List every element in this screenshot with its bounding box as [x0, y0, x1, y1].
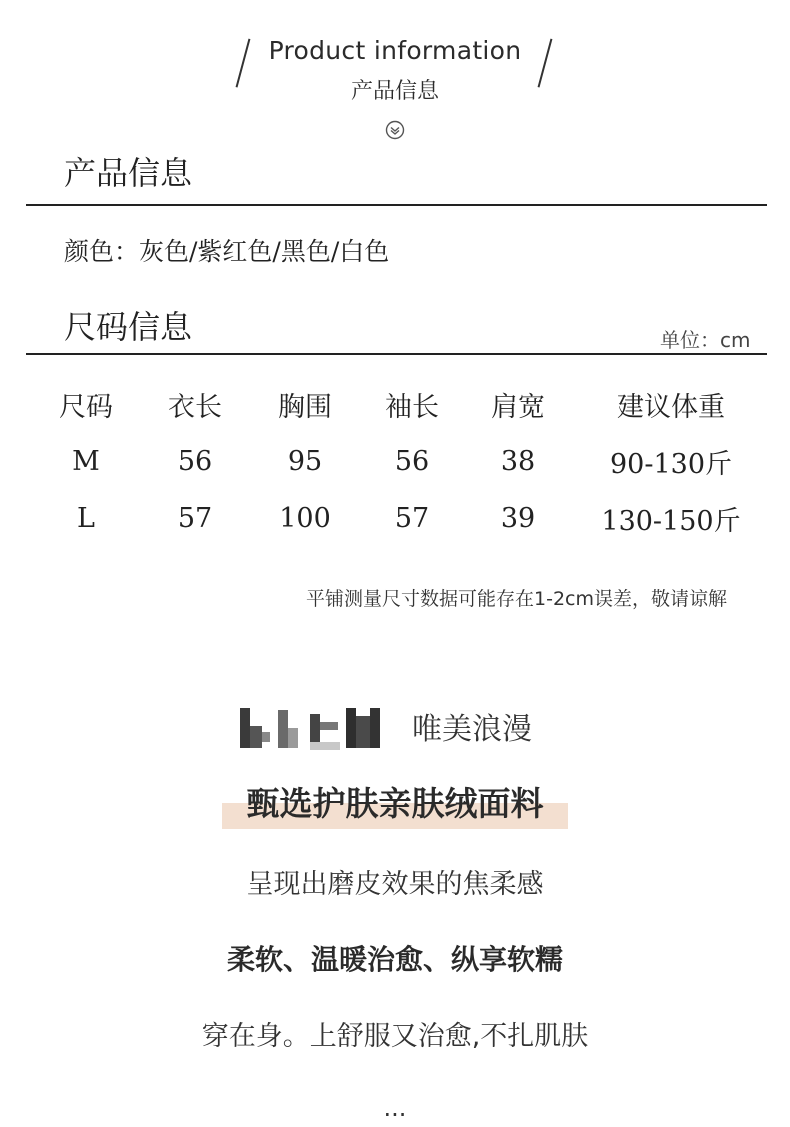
column-header: 衣长 [168, 392, 222, 423]
table-cell: 130-150斤 [601, 506, 741, 537]
unit-label: 单位：cm [660, 328, 751, 352]
column-header: 建议体重 [617, 392, 725, 423]
chevron-down-icon [385, 120, 405, 140]
promo-line-1: 呈现出磨皮效果的焦柔感 [246, 869, 544, 900]
size-table [30, 376, 768, 547]
table-row [30, 433, 768, 490]
promo-line-2: 柔软、温暖治愈、纵享软糯 [226, 943, 563, 976]
table-cell: 39 [500, 503, 536, 534]
table-cell: 90-130斤 [609, 449, 732, 480]
table-cell: M [72, 446, 100, 477]
divider [26, 353, 767, 355]
table-cell: 95 [287, 446, 323, 477]
measurement-note: 平铺测量尺寸数据可能存在1-2cm误差，敬请谅解 [306, 588, 727, 610]
header-title-cn: 产品信息 [350, 79, 439, 104]
fabric-headline: 甄选护肤亲肤绒面料 [246, 784, 544, 823]
table-row [30, 490, 768, 547]
table-cell: 56 [394, 446, 430, 477]
size-info-title: 尺码信息 [64, 308, 193, 346]
table-cell: 38 [500, 446, 536, 477]
table-cell: 56 [177, 446, 213, 477]
color-options: 颜色：灰色/紫红色/黑色/白色 [64, 237, 390, 266]
column-header: 胸围 [278, 392, 332, 423]
column-header: 袖长 [385, 392, 439, 423]
promo-ellipsis: ... [383, 1094, 407, 1122]
brand-logo-pixelated [238, 706, 382, 750]
column-header: 尺码 [59, 392, 113, 423]
divider [26, 204, 767, 206]
promo-line-3: 穿在身。上舒服又治愈,不扎肌肤 [201, 1021, 589, 1052]
table-header-row [30, 376, 768, 433]
header-title-en: Product information [268, 36, 522, 65]
romance-tagline: 唯美浪漫 [412, 712, 532, 747]
table-cell: 100 [279, 503, 331, 534]
product-info-title: 产品信息 [64, 154, 193, 192]
column-header: 肩宽 [491, 392, 545, 423]
table-cell: 57 [394, 503, 430, 534]
table-cell: L [77, 503, 95, 534]
table-cell: 57 [177, 503, 213, 534]
